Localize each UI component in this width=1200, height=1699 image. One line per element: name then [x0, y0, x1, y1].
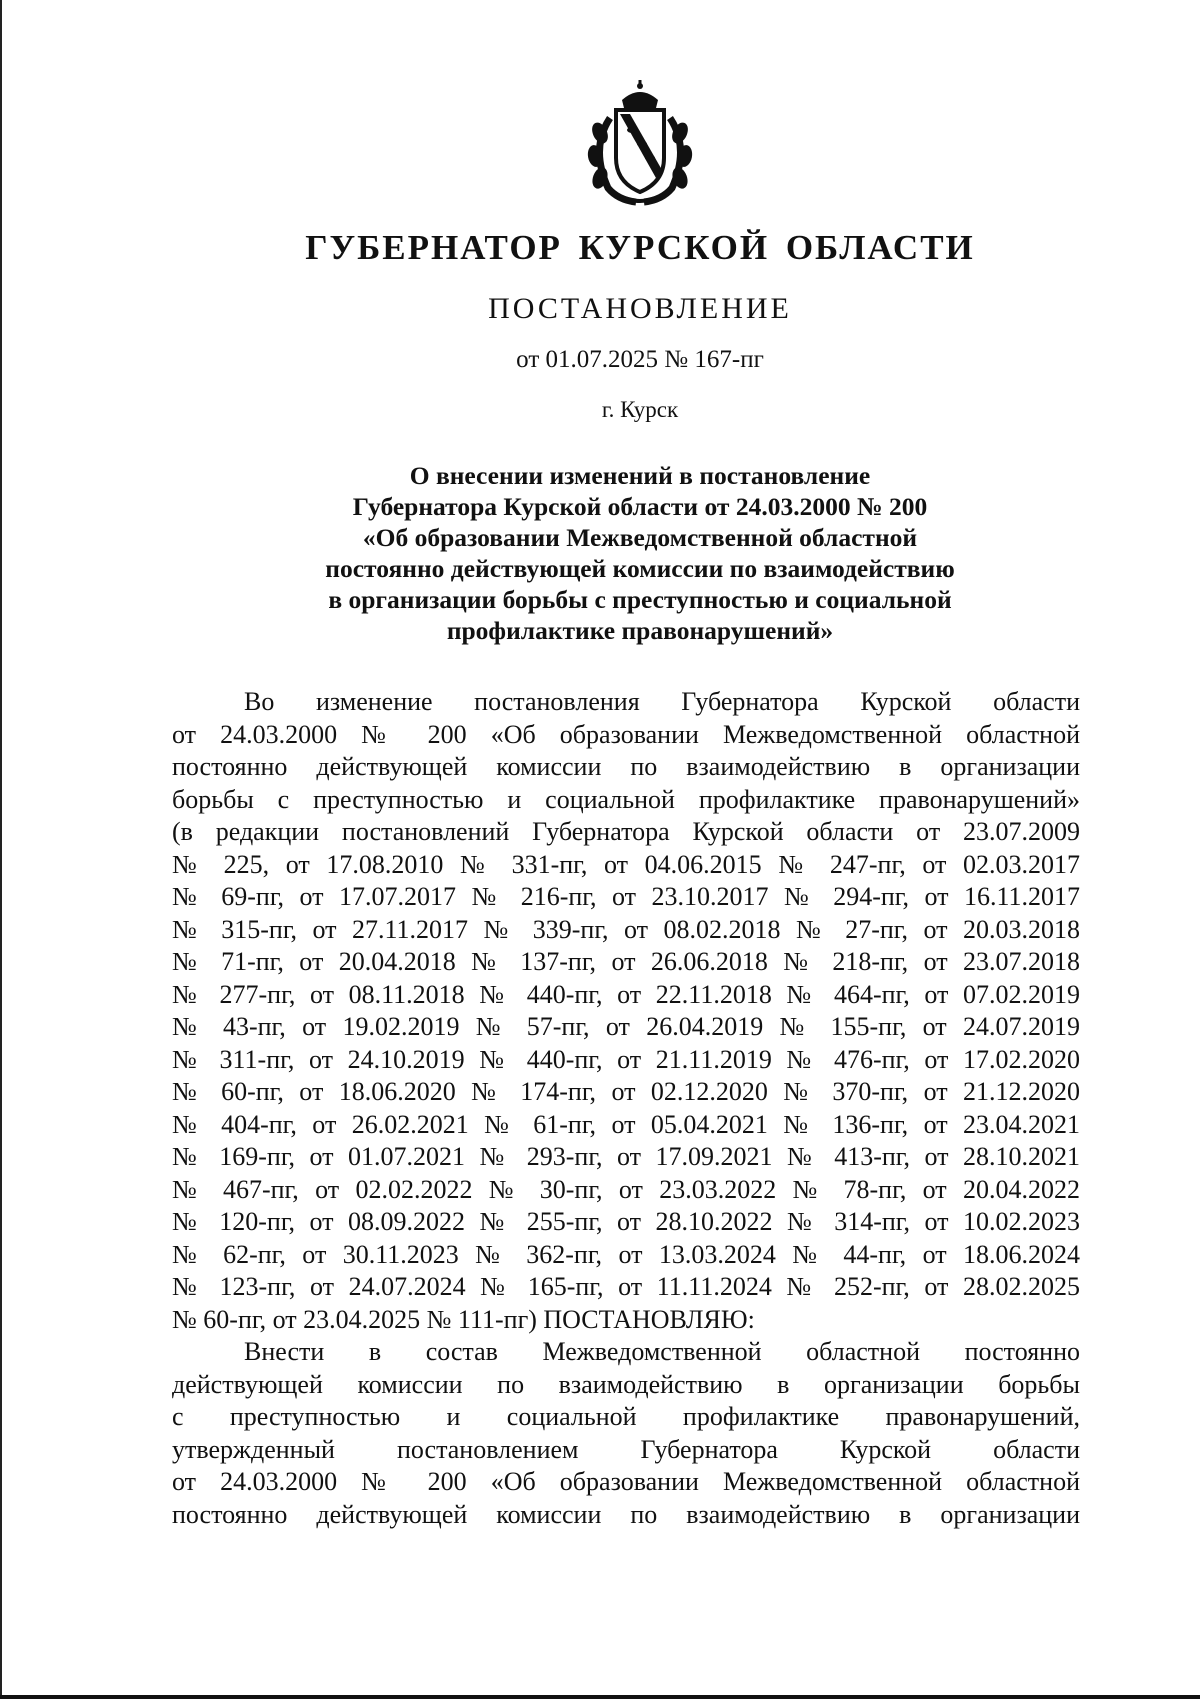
body-line: № 69-пг, от 17.07.2017 № 216-пг, от 23.10.2017 № 294-пг, от 16.11.2017 — [172, 882, 1080, 911]
subject-line: О внесении изменений в постановление — [409, 461, 871, 490]
body-line: с преступностью и социальной профилактике правонарушений, — [172, 1402, 1080, 1431]
subject-line: в организации борьбы с преступностью и социальной — [328, 585, 952, 614]
body-line: от 24.03.2000 № 200 «Об образовании Межведомственной областной — [172, 1467, 1080, 1496]
body-line: утвержденный постановлением Губернатора Курской области — [172, 1434, 1080, 1464]
document-subject — [200, 460, 1080, 646]
body-line: от 24.03.2000 № 200 «Об образовании Межведомственной областной — [172, 719, 1080, 749]
authority-title: ГУБЕРНАТОР КУРСКОЙ ОБЛАСТИ — [305, 228, 975, 267]
body-line: № 169-пг, от 01.07.2021 № 293-пг, от 17.09.2021 № 413-пг, от 28.10.2021 — [172, 1142, 1080, 1171]
body-line: (в редакции постановлений Губернатора Курской области от 23.07.2009 — [172, 817, 1080, 846]
body-line: № 467-пг, от 02.02.2022 № 30-пг, от 23.03.2022 № 78-пг, от 20.04.2022 — [172, 1174, 1080, 1204]
document-body — [172, 686, 1080, 1531]
body-line: № 43-пг, от 19.02.2019 № 57-пг, от 26.04.2019 № 155-пг, от 24.07.2019 — [172, 1012, 1080, 1041]
body-line: № 120-пг, от 08.09.2022 № 255-пг, от 28.10.2022 № 314-пг, от 10.02.2023 — [172, 1207, 1080, 1236]
body-line: Внести в состав Межведомственной областной постоянно — [244, 1337, 1080, 1366]
body-line: № 311-пг, от 24.10.2019 № 440-пг, от 21.11.2019 № 476-пг, от 17.02.2020 — [172, 1044, 1080, 1074]
body-line: № 404-пг, от 26.02.2021 № 61-пг, от 05.04.2021 № 136-пг, от 23.04.2021 — [172, 1109, 1080, 1139]
body-line: № 60-пг, от 23.04.2025 № 111-пг) ПОСТАНОВЛЯЮ: — [172, 1304, 755, 1334]
body-line: № 315-пг, от 27.11.2017 № 339-пг, от 08.02.2018 № 27-пг, от 20.03.2018 — [172, 914, 1080, 944]
body-line: № 225, от 17.08.2010 № 331-пг, от 04.06.2015 № 247-пг, от 02.03.2017 — [172, 849, 1080, 879]
body-line: постоянно действующей комиссии по взаимодействию в организации — [172, 1499, 1080, 1529]
body-line: постоянно действующей комиссии по взаимодействию в организации — [172, 752, 1080, 781]
body-line: борьбы с преступностью и социальной профилактике правонарушений» — [172, 784, 1080, 814]
kursk-coat-of-arms-icon — [570, 78, 710, 208]
body-line: № 62-пг, от 30.11.2023 № 362-пг, от 13.03.2024 № 44-пг, от 18.06.2024 — [172, 1239, 1080, 1269]
document-type: ПОСТАНОВЛЕНИЕ — [488, 292, 792, 325]
document-date-number: от 01.07.2025 № 167-пг — [516, 346, 764, 373]
subject-line: «Об образовании Межведомственной областной — [362, 523, 918, 552]
body-line: Во изменение постановления Губернатора Курской области — [244, 687, 1080, 716]
subject-line: Губернатора Курской области от 24.03.2000 № 200 — [352, 492, 928, 521]
document-city: г. Курск — [601, 397, 679, 422]
body-line: № 277-пг, от 08.11.2018 № 440-пг, от 22.11.2018 № 464-пг, от 07.02.2019 — [172, 979, 1080, 1009]
scan-edge-bottom — [0, 1695, 1200, 1699]
subject-line: постоянно действующей комиссии по взаимодействию — [325, 554, 955, 583]
subject-line: профилактике правонарушений» — [446, 616, 834, 645]
body-line: № 123-пг, от 24.07.2024 № 165-пг, от 11.11.2024 № 252-пг, от 28.02.2025 — [172, 1272, 1080, 1301]
body-line: действующей комиссии по взаимодействию в организации борьбы — [172, 1369, 1080, 1399]
body-line: № 71-пг, от 20.04.2018 № 137-пг, от 26.06.2018 № 218-пг, от 23.07.2018 — [172, 947, 1080, 976]
body-line: № 60-пг, от 18.06.2020 № 174-пг, от 02.12.2020 № 370-пг, от 21.12.2020 — [172, 1077, 1080, 1106]
